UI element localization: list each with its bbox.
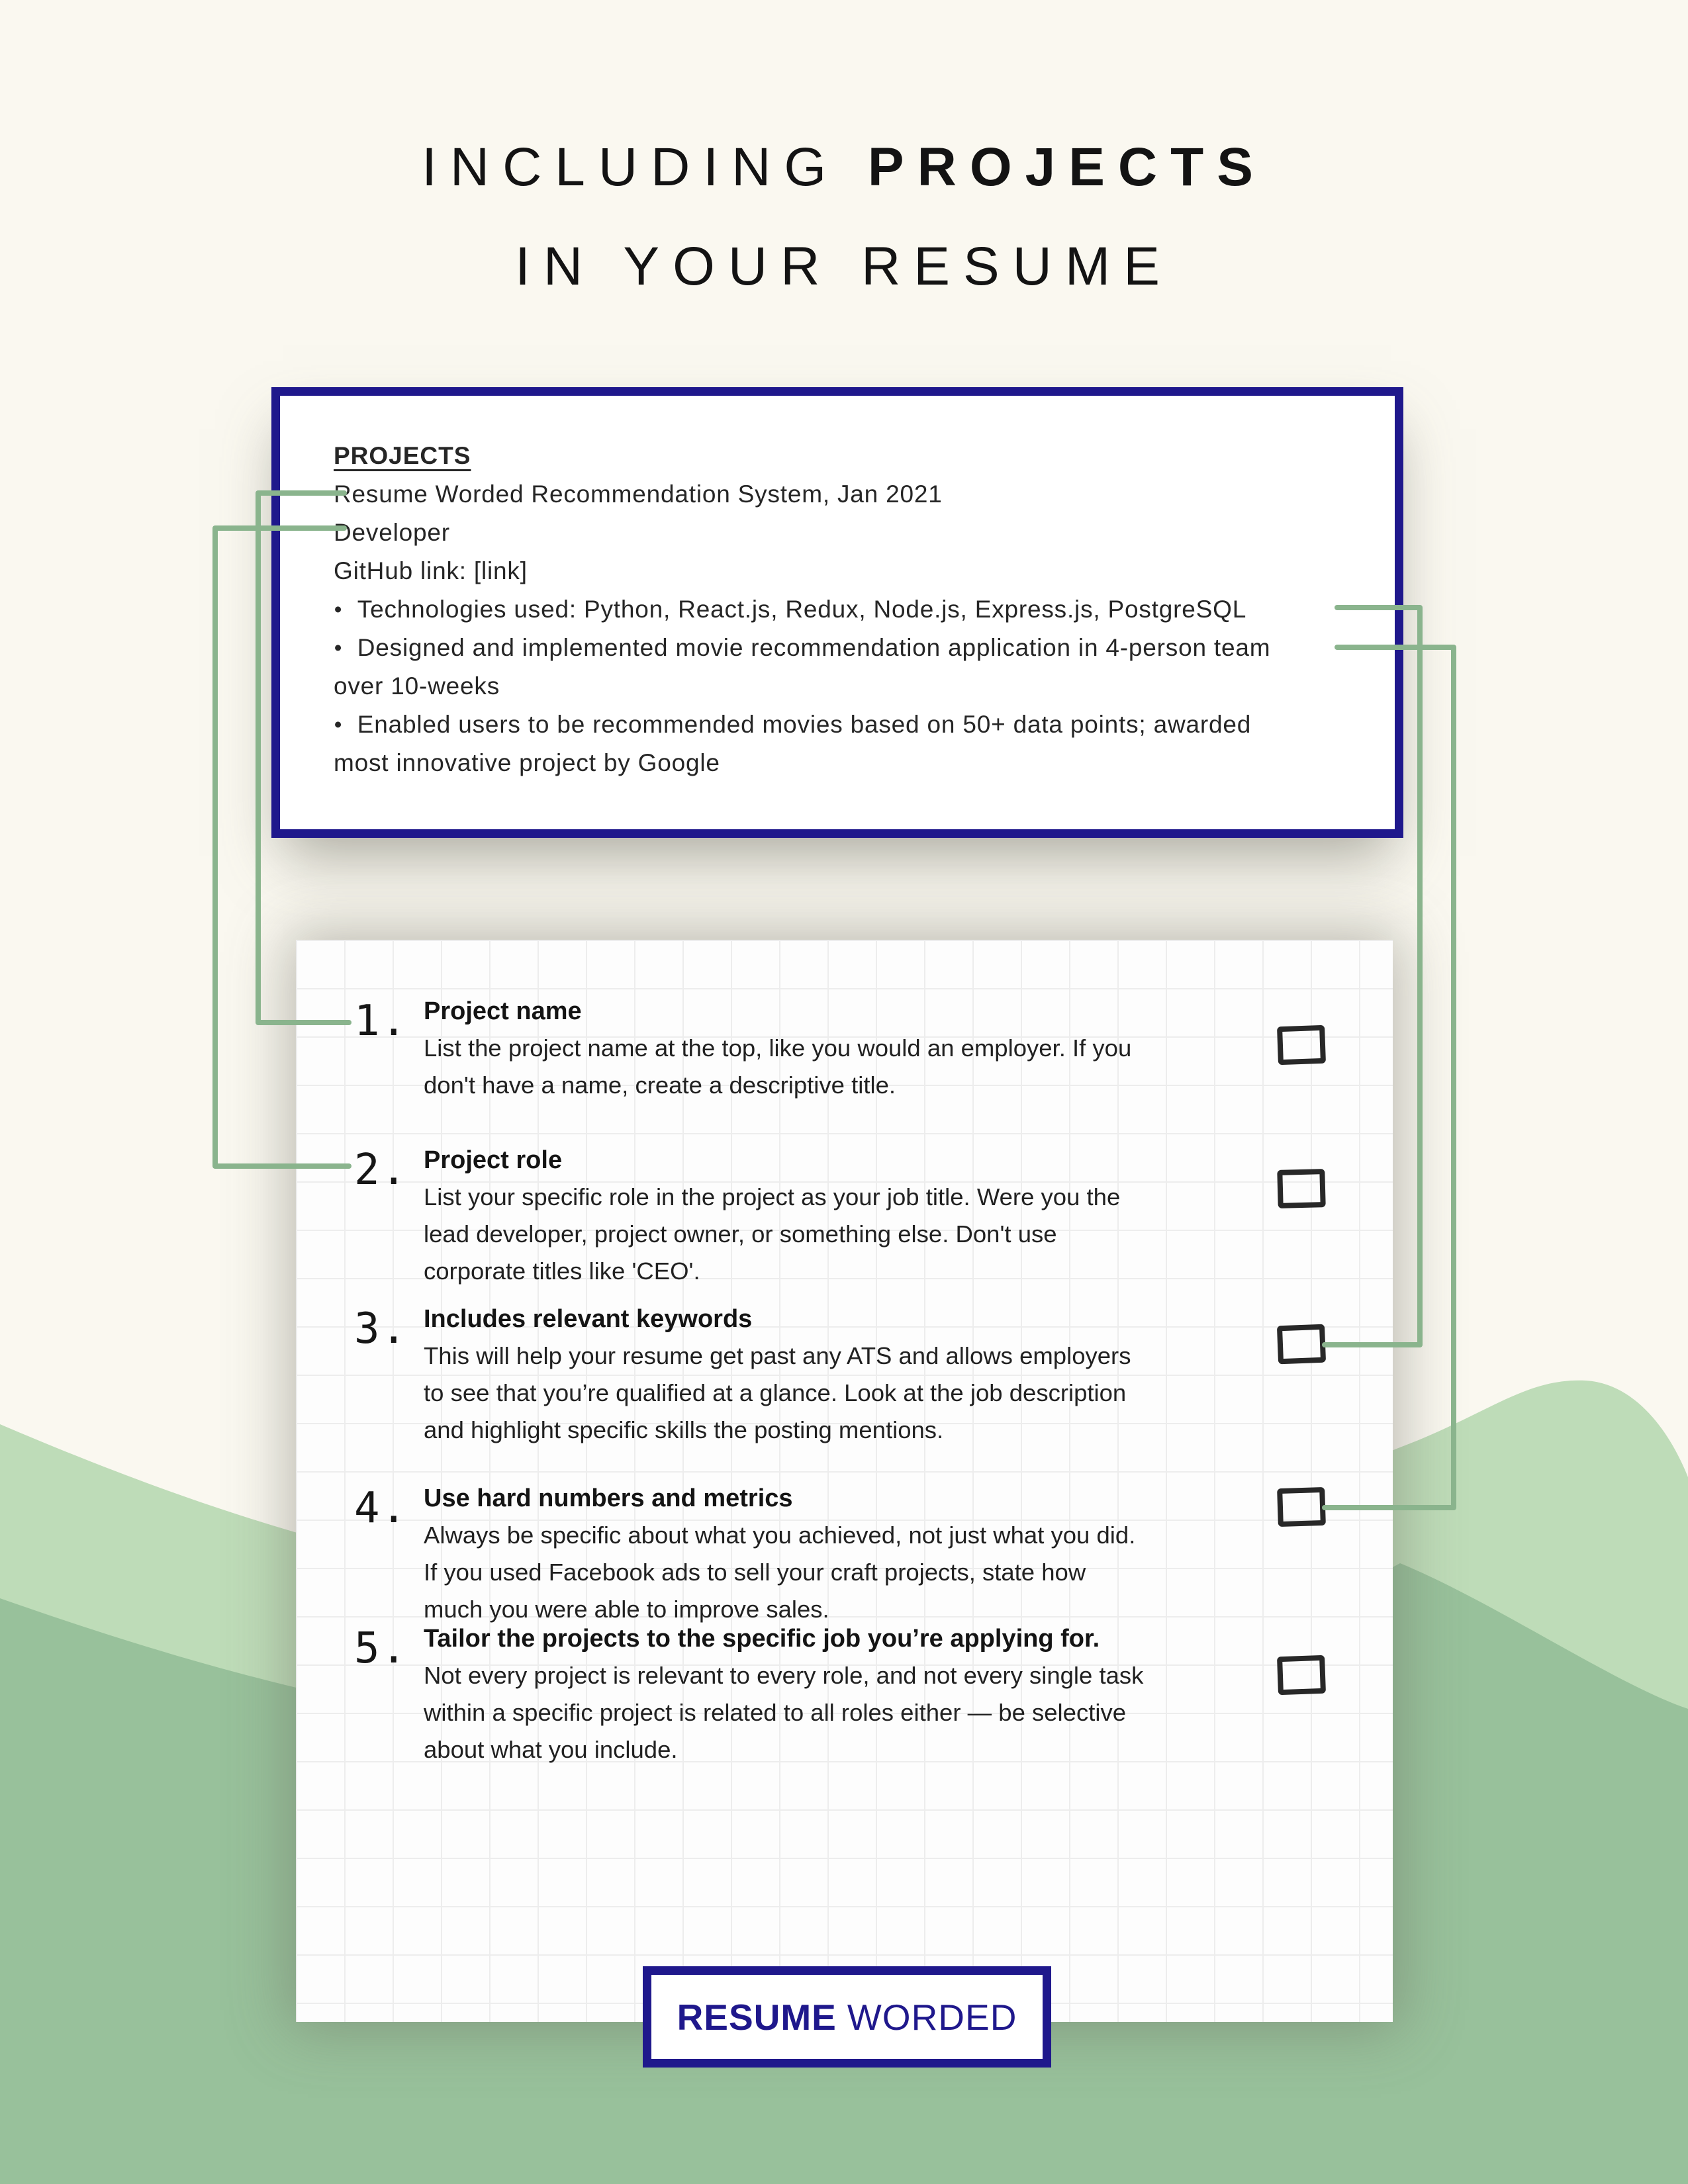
item-text — [424, 1300, 1284, 1449]
item-title: Tailor the projects to the specific job you’re applying for. — [424, 1625, 1100, 1653]
item-text — [424, 1480, 1284, 1628]
logo-bold-text: RESUME — [677, 1996, 837, 2038]
item-title: Project name — [424, 997, 582, 1025]
item-body-line: If you used Facebook ads to sell your craft projects, state how — [424, 1559, 1086, 1586]
checkbox-icon — [1277, 1324, 1326, 1365]
checklist-item — [296, 1620, 1393, 1768]
title-bold-text: PROJECTS — [867, 137, 1266, 197]
bullet-icon: • — [334, 712, 343, 737]
checkbox-icon — [1277, 1025, 1326, 1065]
resume-line: GitHub link: [link] — [334, 557, 528, 584]
item-number: 5. — [354, 1624, 408, 1673]
resume-example-box — [271, 387, 1403, 838]
item-text — [424, 1620, 1284, 1768]
bullet-icon: • — [334, 597, 343, 621]
item-body-line: about what you include. — [424, 1736, 678, 1763]
item-body-line: to see that you’re qualified at a glance. Look at the job description — [424, 1379, 1127, 1406]
item-text — [424, 993, 1284, 1104]
page-title-line2: IN YOUR RESUME — [515, 236, 1173, 296]
item-number: 1. — [354, 997, 408, 1046]
resume-line: most innovative project by Google — [334, 749, 720, 776]
resume-line: Resume Worded Recommendation System, Jan 2021 — [334, 480, 943, 508]
resume-lines — [334, 475, 1358, 782]
page-title-line1 — [0, 118, 1688, 217]
resume-line: • Technologies used: Python, React.js, Redux, Node.js, Express.js, PostgreSQL — [334, 590, 1358, 629]
item-number: 3. — [354, 1304, 408, 1353]
resume-line: • Enabled users to be recommended movies based on 50+ data points; awarded — [334, 705, 1358, 744]
item-title: Includes relevant keywords — [424, 1305, 753, 1333]
logo-regular-text: WORDED — [847, 1996, 1017, 2038]
checklist-card — [296, 940, 1393, 2022]
resume-line: • Designed and implemented movie recommendation application in 4-person team — [334, 629, 1358, 667]
item-title: Project role — [424, 1146, 563, 1174]
item-body-line: Always be specific about what you achieved, not just what you did. — [424, 1522, 1136, 1549]
checkbox-icon — [1277, 1169, 1325, 1208]
item-body-line: This will help your resume get past any ATS and allows employers — [424, 1342, 1131, 1369]
resume-line: Developer — [334, 519, 450, 546]
title-regular-text: INCLUDING — [422, 137, 840, 197]
checklist-item — [296, 1142, 1393, 1290]
item-body-line: Not every project is relevant to every role, and not every single task — [424, 1662, 1144, 1689]
bullet-icon: • — [334, 635, 343, 660]
checklist-item — [296, 993, 1393, 1104]
item-body-line: lead developer, project owner, or something else. Don't use — [424, 1220, 1057, 1248]
resume-worded-logo — [643, 1966, 1051, 2068]
item-title: Use hard numbers and metrics — [424, 1484, 793, 1512]
item-text — [424, 1142, 1284, 1290]
item-body-line: don't have a name, create a descriptive title. — [424, 1071, 896, 1099]
resume-line: over 10-weeks — [334, 672, 500, 700]
page-title — [0, 118, 1688, 316]
item-body-line: much you were able to improve sales. — [424, 1596, 829, 1623]
item-body-line: and highlight specific skills the posting mentions. — [424, 1416, 944, 1443]
item-number: 2. — [354, 1146, 408, 1195]
item-body-line: List the project name at the top, like you would an employer. If you — [424, 1034, 1132, 1062]
checklist-item — [296, 1480, 1393, 1628]
checkbox-icon — [1277, 1655, 1326, 1695]
item-body-line: List your specific role in the project as your job title. Were you the — [424, 1183, 1121, 1210]
item-number: 4. — [354, 1484, 408, 1533]
checkbox-icon — [1277, 1487, 1326, 1527]
resume-section-heading: PROJECTS — [334, 442, 471, 469]
item-body-line: within a specific project is related to all roles either — be selective — [424, 1699, 1127, 1726]
item-body-line: corporate titles like 'CEO'. — [424, 1257, 700, 1285]
checklist-item — [296, 1300, 1393, 1449]
